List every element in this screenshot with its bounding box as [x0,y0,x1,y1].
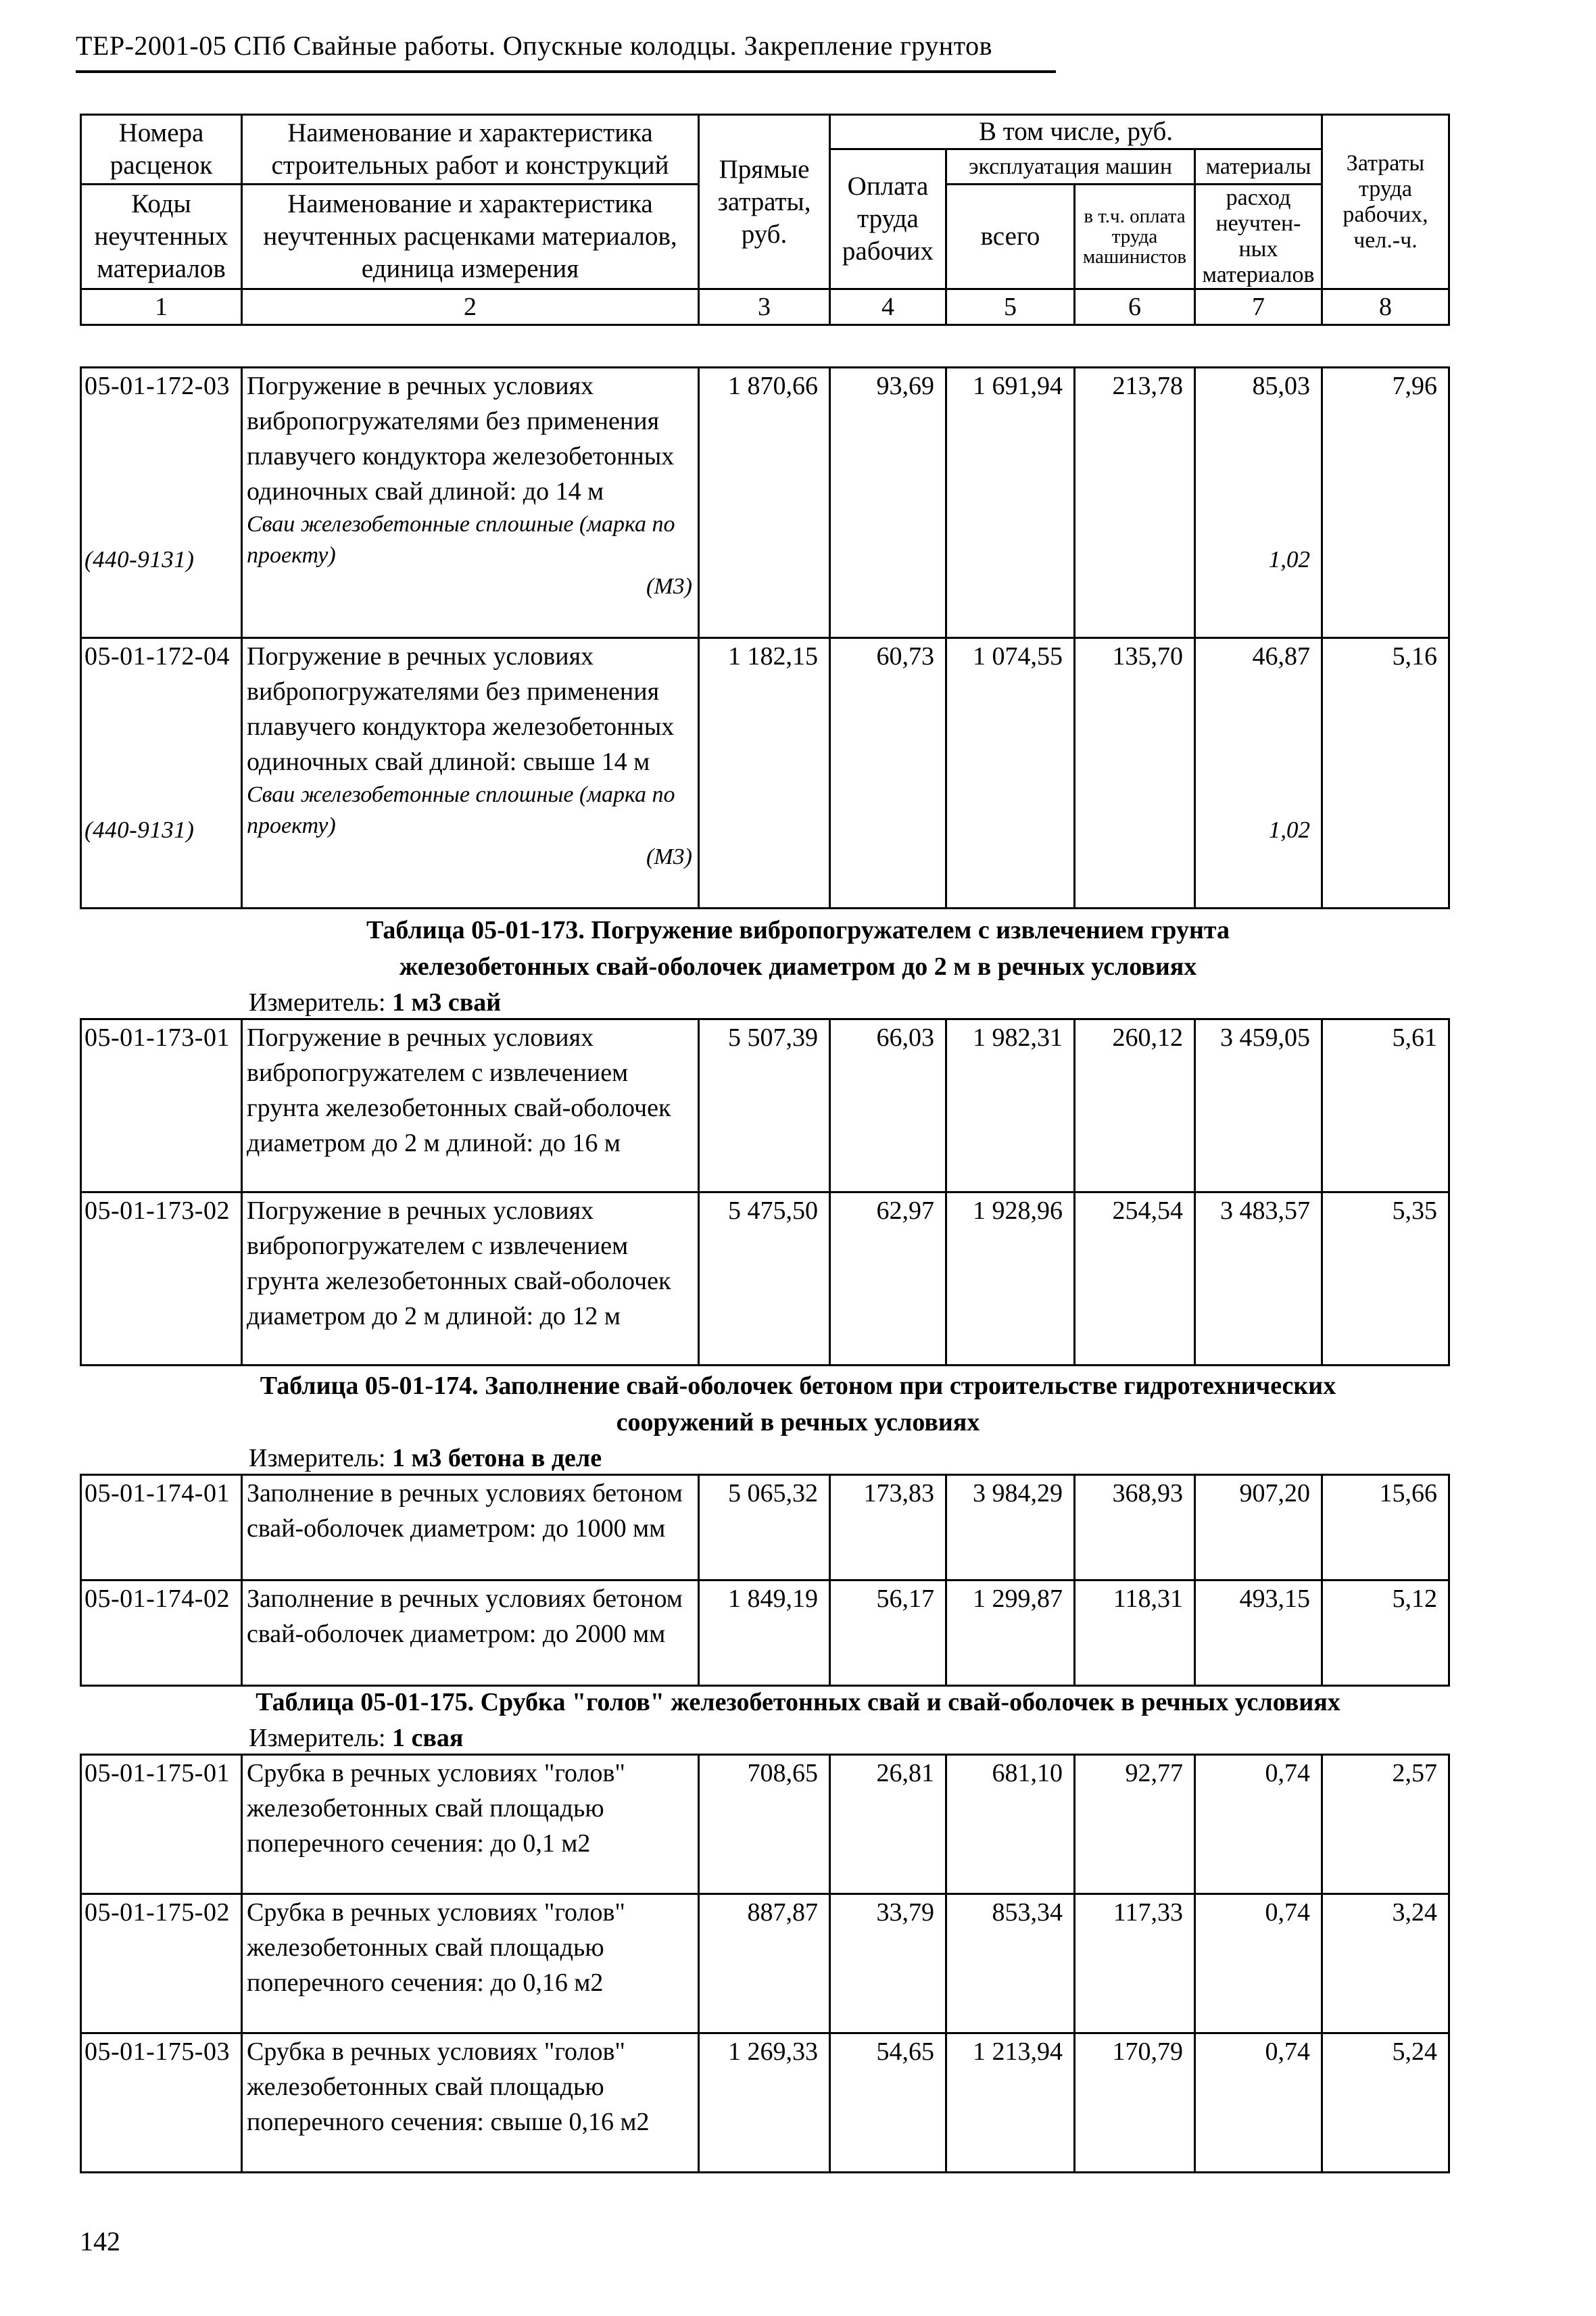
work-name: Заполнение в речных условиях бетоном свай-оболочек диаметром: до 1000 мм [242,1475,699,1581]
work-name: Погружение в речных условиях вибропогружателем с извлечением грунта железобетонных свай-оболочек диаметром до 2 м длиной: до 12 м [242,1192,699,1366]
machine-cost: 1 928,96 [946,1192,1075,1366]
direct-cost: 1 870,66 [699,368,830,638]
header-incl: В том числе, руб. [830,115,1322,149]
machine-cost: 1 299,87 [946,1581,1075,1686]
table-title-175: Таблица 05-01-175. Срубка "голов" железобетонных свай и свай-оболочек в речных условиях [256,1688,1340,1716]
header-code-top: Номера расценок [81,115,242,185]
labor-cost: 54,65 [830,2033,946,2173]
direct-cost: 887,87 [699,1894,830,2033]
labor-cost: 60,73 [830,638,946,909]
header-mat-consumption: расход неучтен-ных материалов [1195,185,1322,289]
table-05-01-172 [80,366,1450,909]
machinist-labor-cost: 213,78 [1075,368,1195,638]
materials-cost: 46,87 [1252,642,1310,671]
machinist-labor-cost: 92,77 [1075,1755,1195,1894]
rate-code: 05-01-174-01 [81,1475,242,1581]
labor-hours: 7,96 [1322,368,1449,638]
machinist-labor-cost: 170,79 [1075,2033,1195,2173]
materials-cost-cell [1195,638,1322,909]
table-row [81,1755,1449,1894]
col-num: 8 [1322,289,1449,325]
labor-cost: 93,69 [830,368,946,638]
labor-hours: 5,16 [1322,638,1449,909]
work-name: Заполнение в речных условиях бетоном свай-оболочек диаметром: до 2000 мм [242,1581,699,1686]
meter-value: 1 м3 бетона в деле [392,1444,602,1472]
meter-label: Измеритель: [249,1724,386,1752]
rate-code-cell [81,368,242,638]
materials-cost: 3 459,05 [1195,1019,1322,1192]
work-name: Погружение в речных условиях вибропогружателями без применения плавучего кондуктора железобетонных одиночных свай длиной: свыше 14 м [247,642,675,776]
labor-hours: 5,24 [1322,2033,1449,2173]
rate-code-cell [81,638,242,909]
table-row [81,2033,1449,2173]
rate-code: 05-01-175-01 [81,1755,242,1894]
page-header: ТЕР-2001-05 СПб Свайные работы. Опускные колодцы. Закрепление грунтов [76,27,1056,73]
col-num: 3 [699,289,830,325]
meter-label: Измеритель: [249,988,386,1017]
work-name: Погружение в речных условиях вибропогружателем с извлечением грунта железобетонных свай-оболочек диаметром до 2 м длиной: до 16 м [242,1019,699,1192]
machinist-labor-cost: 118,31 [1075,1581,1195,1686]
meter-173 [249,986,501,1019]
table-row [81,638,1449,909]
column-header-table [80,114,1450,326]
direct-cost: 5 475,50 [699,1192,830,1366]
material-quantity: 1,02 [1268,546,1310,573]
header-mach-labor: в т.ч. оплата труда машинистов [1075,185,1195,289]
labor-cost: 173,83 [830,1475,946,1581]
labor-cost: 26,81 [830,1755,946,1894]
work-name: Срубка в речных условиях "голов" железобетонных свай площадью поперечного сечения: до 0,16 м2 [242,1894,699,2033]
col-num: 6 [1075,289,1195,325]
labor-hours: 15,66 [1322,1475,1449,1581]
material-unit: (М3) [646,844,692,869]
col-num: 2 [242,289,699,325]
direct-cost: 708,65 [699,1755,830,1894]
table-row [81,1894,1449,2033]
rate-code: 05-01-174-02 [81,1581,242,1686]
machine-cost: 853,34 [946,1894,1075,2033]
rate-code: 05-01-172-04 [84,642,230,671]
material-name: Сваи железобетонные сплошные (марка по проекту) [247,512,675,568]
header-name-bottom: Наименование и характеристика неучтенных расценками материалов, единица измерения [242,185,699,289]
table-row [81,1019,1449,1192]
rate-code: 05-01-175-02 [81,1894,242,2033]
machine-cost: 1 982,31 [946,1019,1075,1192]
header-direct: Прямые затраты, руб. [699,115,830,289]
materials-cost-cell [1195,368,1322,638]
machine-cost: 1 074,55 [946,638,1075,909]
work-name: Срубка в речных условиях "голов" железобетонных свай площадью поперечного сечения: до 0,1 м2 [242,1755,699,1894]
machine-cost: 3 984,29 [946,1475,1075,1581]
material-code: (440-9131) [84,817,195,843]
rate-code: 05-01-175-03 [81,2033,242,2173]
col-num: 7 [1195,289,1322,325]
work-name-cell [242,368,699,638]
direct-cost: 1 849,19 [699,1581,830,1686]
work-name: Срубка в речных условиях "голов" железобетонных свай площадью поперечного сечения: свыше 0,16 м2 [242,2033,699,2173]
materials-cost: 0,74 [1195,1894,1322,2033]
rate-code: 05-01-173-02 [81,1192,242,1366]
table-05-01-175 [80,1754,1450,2173]
table-row [81,1581,1449,1686]
labor-hours: 3,24 [1322,1894,1449,2033]
table-row [81,1192,1449,1366]
header-code-bottom: Коды неучтенных материалов [81,185,242,289]
table-row [81,368,1449,638]
meter-175 [249,1721,463,1755]
header-mach-total: всего [946,185,1075,289]
direct-cost: 5 065,32 [699,1475,830,1581]
material-code: (440-9131) [84,546,195,573]
header-name-top: Наименование и характеристика строительных работ и конструкций [242,115,699,185]
header-hours: Затраты труда рабочих, чел.-ч. [1322,115,1449,289]
materials-cost: 3 483,57 [1195,1192,1322,1366]
materials-cost: 85,03 [1252,372,1310,400]
header-materials: материалы [1195,149,1322,185]
table-05-01-173 [80,1018,1450,1366]
material-name: Сваи железобетонные сплошные (марка по проекту) [247,782,675,838]
page-number: 142 [80,2226,120,2257]
labor-cost: 66,03 [830,1019,946,1192]
machinist-labor-cost: 135,70 [1075,638,1195,909]
labor-hours: 5,12 [1322,1581,1449,1686]
materials-cost: 0,74 [1195,1755,1322,1894]
table-05-01-174 [80,1474,1450,1687]
meter-value: 1 м3 свай [392,988,502,1017]
header-machines: эксплуатация машин [946,149,1195,185]
meter-label: Измеритель: [249,1444,386,1472]
materials-cost: 907,20 [1195,1475,1322,1581]
direct-cost: 1 182,15 [699,638,830,909]
direct-cost: 1 269,33 [699,2033,830,2173]
labor-hours: 5,35 [1322,1192,1449,1366]
col-num: 1 [81,289,242,325]
table-title-174-line2: сооружений в речных условиях [616,1408,980,1437]
meter-174 [249,1441,602,1475]
material-unit: (М3) [646,574,692,599]
machinist-labor-cost: 117,33 [1075,1894,1195,2033]
labor-hours: 5,61 [1322,1019,1449,1192]
machinist-labor-cost: 260,12 [1075,1019,1195,1192]
labor-cost: 33,79 [830,1894,946,2033]
header-labor: Оплата труда рабочих [830,149,946,289]
labor-cost: 62,97 [830,1192,946,1366]
machine-cost: 1 213,94 [946,2033,1075,2173]
materials-cost: 493,15 [1195,1581,1322,1686]
machinist-labor-cost: 254,54 [1075,1192,1195,1366]
col-num: 5 [946,289,1075,325]
table-row [81,1475,1449,1581]
rate-code: 05-01-173-01 [81,1019,242,1192]
machine-cost: 1 691,94 [946,368,1075,638]
labor-hours: 2,57 [1322,1755,1449,1894]
meter-value: 1 свая [392,1724,464,1752]
material-quantity: 1,02 [1268,817,1310,843]
machinist-labor-cost: 368,93 [1075,1475,1195,1581]
rate-code: 05-01-172-03 [84,372,230,400]
direct-cost: 5 507,39 [699,1019,830,1192]
machine-cost: 681,10 [946,1755,1075,1894]
materials-cost: 0,74 [1195,2033,1322,2173]
table-title-173-line2: железобетонных свай-оболочек диаметром до 2 м в речных условиях [399,952,1197,981]
work-name: Погружение в речных условиях вибропогружателями без применения плавучего кондуктора железобетонных одиночных свай длиной: до 14 м [247,372,675,506]
table-title-174-line1: Таблица 05-01-174. Заполнение свай-оболочек бетоном при строительстве гидротехнических [260,1372,1336,1400]
work-name-cell [242,638,699,909]
col-num: 4 [830,289,946,325]
labor-cost: 56,17 [830,1581,946,1686]
table-title-173-line1: Таблица 05-01-173. Погружение вибропогружателем с извлечением грунта [366,916,1230,944]
